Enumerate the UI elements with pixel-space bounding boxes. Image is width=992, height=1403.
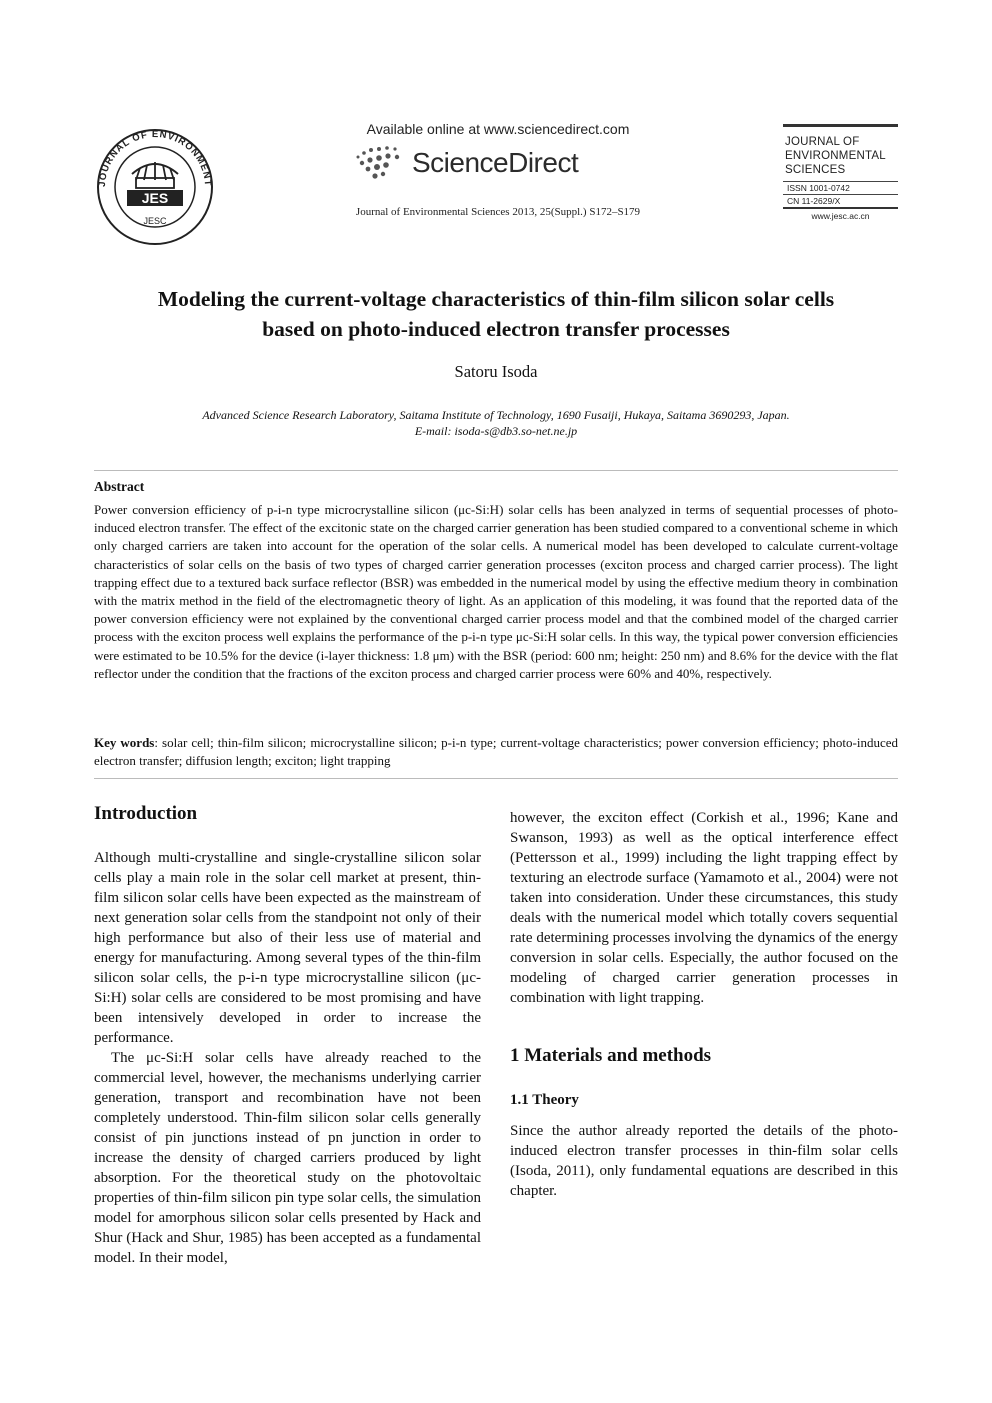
paragraph: Since the author already reported the details of the photo-induced electron transfer processes in thin-film solar cells (Isoda, 2011), only fundamental equations are described in this chapter. [510, 1123, 898, 1199]
svg-text:JESC: JESC [143, 216, 167, 226]
sciencedirect-logo[interactable] [352, 139, 582, 187]
abstract-heading: Abstract [94, 479, 145, 494]
issn-number: ISSN 1001-0742 [787, 183, 850, 193]
divider [94, 470, 898, 471]
journal-website-link[interactable]: www.jesc.ac.cn [811, 211, 870, 221]
paragraph: Although multi-crystalline and single-crystalline silicon solar cells play a main role in the solar cell market at present, thin-film silicon solar cells have been expected as the mainstream of next generation solar cells from the standpoint not only of their high performance but also of their less use of material and energy for manufacturing. Among several types of the thin-film silicon solar cells, the p-i-n type microcrystalline silicon (μc-Si:H) solar cells are considered to be most promising and have been intensively developed in order to increase the performance. [94, 850, 481, 1046]
theory-section [510, 1121, 898, 1201]
sciencedirect-wordmark: ScienceDirect [412, 147, 579, 178]
journal-box-title-line: JOURNAL OF [785, 136, 860, 148]
affiliation-text: Advanced Science Research Laboratory, Saitama Institute of Technology, 1690 Fusaiji, Hukaya, Saitama 3690293, Japan. [202, 408, 790, 422]
sciencedirect-dots-icon [352, 143, 408, 183]
journal-box-title-line: ENVIRONMENTAL [785, 150, 886, 162]
journal-info-box [783, 124, 898, 221]
paragraph: however, the exciton effect (Corkish et al., 1996; Kane and Swanson, 1993) as well as the optical interference effect (Pettersson et al., 1999) including the light trapping effect by texturing an electrode surface (Yamamoto et al., 2004) were not taken into consideration. Under these circumstances, this study deals with the numerical model which totally covers sequential rate determining processes involving the dynamics of the energy conversion in solar cells. Especially, the author focused on the modeling of charged carrier generation processes in combination with light trapping. [510, 810, 898, 1006]
abstract-text: Power conversion efficiency of p-i-n type microcrystalline silicon (μc-Si:H) solar cells has been analyzed in terms of sequential processes of photo-induced electron transfer. The effect of the excitonic state on the charged carrier generation has been studied compared to a conventional scheme in which only charged carriers are taken into account for the operation of the solar cells. A numerical model has been developed to calculate current-voltage characteristics of solar cells on the basis of two types of charged carrier generation processes (exciton process and charged carrier process). The light trapping effect due to a textured back surface reflector (BSR) was embedded in the numerical model by using the effective medium theory in combination with the matrix method in the field of the electromagnetic theory of light. As an application of this modeling, it was found that the reported data of the power conversion efficiency were not explained by the conventional charged carrier process model and that the combined model of the charged carrier process with the exciton process well explains the performance of the p-i-n type μc-Si:H solar cells. In this way, the typical power conversion efficiencies were estimated to be 10.5% for the device (i-layer thickness: 1.8 μm) with the BSR (period: 600 nm; height: 250 nm) and 8.6% for the device with the flat reflector under the condition that the fractions of the exciton process and charged carrier process were 60% and 40%, respectively. [94, 502, 898, 681]
cn-number: CN 11-2629/X [787, 196, 841, 206]
svg-text:JES: JES [141, 190, 169, 206]
paper-title-line: Modeling the current-voltage characteristics of thin-film silicon solar cells [157, 287, 835, 311]
author-affiliation [92, 407, 900, 439]
theory-heading: 1.1 Theory [510, 1092, 579, 1108]
svg-text:JOURNAL OF ENVIRONMENTAL SCIEN: JOURNAL OF ENVIRONMENT [96, 128, 214, 188]
keywords-text: : solar cell; thin-film silicon; microcrystalline silicon; p-i-n type; current-voltage characteristics; power conversion efficiency; photo-induced electron transfer; diffusion length; exciton; light trapping [94, 735, 898, 769]
journal-box-title [783, 127, 898, 177]
journal-box-title-line: SCIENCES [785, 164, 846, 176]
methods-heading: 1 Materials and methods [510, 1045, 712, 1066]
author-email[interactable]: E-mail: isoda-s@db3.so-net.ne.jp [414, 424, 578, 438]
journal-logo [92, 128, 218, 246]
paragraph: The μc-Si:H solar cells have already reached to the commercial level, however, the mechanisms underlying carrier generation, transport and recombination have not been completely understood. Thin-film silicon solar cells generally consist of pin junctions instead of pn junction in order to increase the density of charged carriers produced by light absorption. For the theoretical study on the photovoltaic properties of thin-film silicon pin type solar cells, the simulation model for amorphous silicon solar cells presented by Hack and Shur (Hack and Shur, 1985) has been accepted as a fundamental model. In their model, [94, 1050, 481, 1266]
paper-title-line: based on photo-induced electron transfer processes [262, 317, 730, 341]
divider [94, 778, 898, 779]
introduction-column-right [510, 808, 898, 1008]
paper-title [92, 284, 900, 344]
journal-citation: Journal of Environmental Sciences 2013, 25(Suppl.) S172–S179 [355, 206, 641, 218]
available-online-text: Available online at www.sciencedirect.com [366, 121, 630, 137]
introduction-column-left [94, 848, 481, 1268]
jes-seal-icon [92, 128, 218, 246]
introduction-heading: Introduction [94, 803, 198, 824]
author-name: Satoru Isoda [454, 362, 538, 381]
keywords-label: Key words [94, 735, 155, 750]
keywords [94, 734, 898, 770]
